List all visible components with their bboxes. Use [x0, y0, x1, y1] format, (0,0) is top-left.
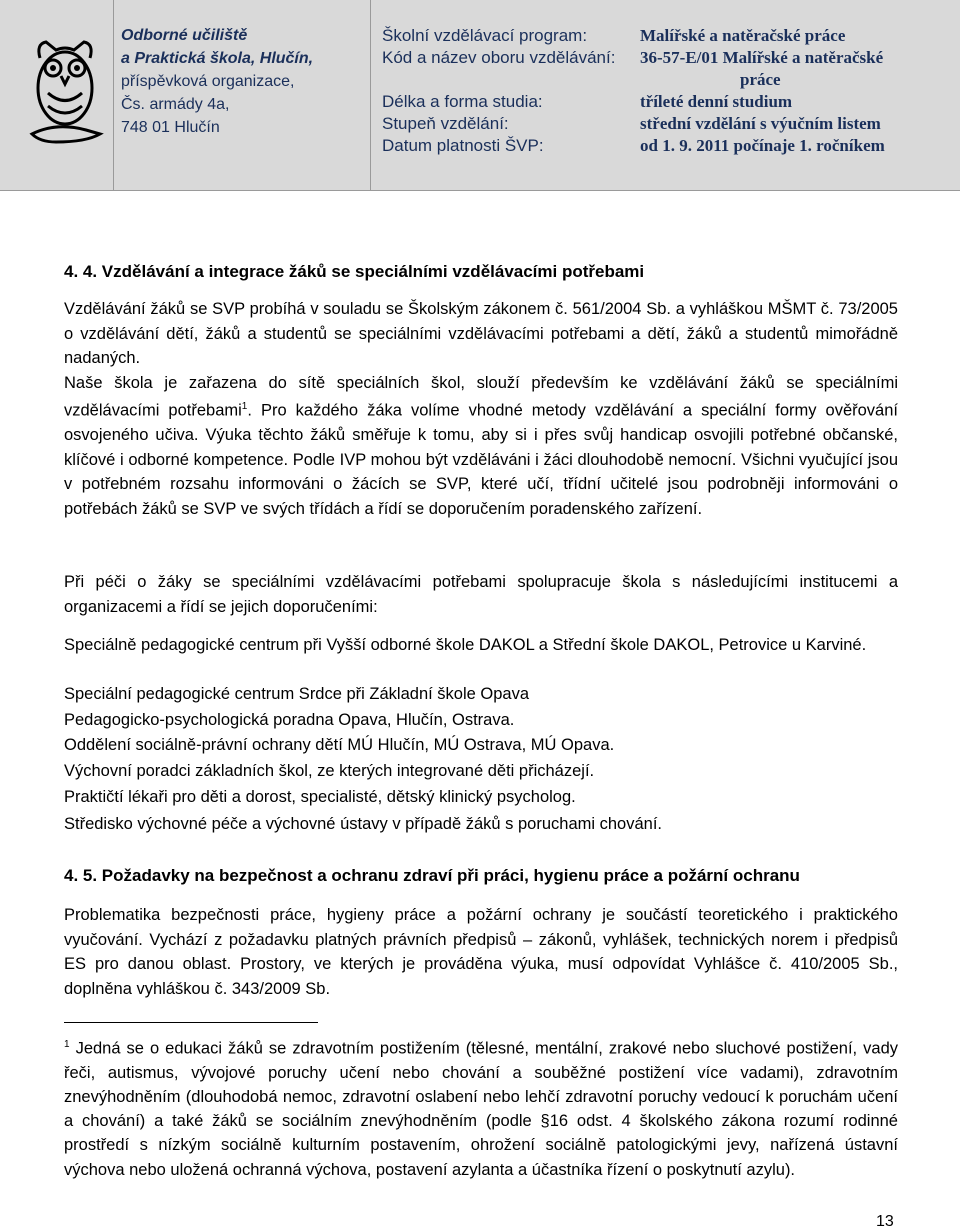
paragraph-text: Naše škola je zařazena do sítě speciálních škol, slouží především ke vzdělávání žáků se speciálními vzdělávacími potřebami — [64, 373, 898, 420]
program-label: Délka a forma studia: — [382, 92, 543, 111]
program-label: Stupeň vzdělání: — [382, 114, 509, 133]
footnote-ref: 1 — [241, 401, 248, 412]
program-value: Malířské a natěračské práce — [640, 26, 846, 45]
program-value: 36-57-E/01 Malířské a natěračské — [640, 48, 884, 67]
program-label: Školní vzdělávací program: — [382, 26, 588, 45]
document-header — [0, 0, 960, 191]
school-line: Čs. armády 4a, — [121, 96, 230, 113]
section-heading: 4. 5. Požadavky na bezpečnost a ochranu zdraví při práci, hygienu práce a požární ochranu — [64, 866, 800, 885]
institution-item: Speciálně pedagogické centrum při Vyšší odborné škole DAKOL a Střední škole DAKOL, Petrovice u Karviné. — [64, 636, 867, 654]
owl-logo-icon — [26, 38, 104, 150]
institution-item: Oddělení sociálně-právní ochrany dětí MÚ Hlučín, MÚ Ostrava, MÚ Opava. — [64, 736, 615, 754]
school-name — [121, 24, 366, 139]
institution-item: Středisko výchovné péče a výchovné ústavy v případě žáků s poruchami chování. — [64, 815, 662, 833]
institution-item: Praktičtí lékaři pro děti a dorost, specialisté, dětský klinický psycholog. — [64, 788, 576, 806]
footnote-mark: 1 — [64, 1039, 70, 1050]
institution-item: Výchovní poradci základních škol, ze kterých integrované děti přicházejí. — [64, 762, 595, 780]
school-line: příspěvková organizace, — [121, 73, 295, 90]
paragraph: Problematika bezpečnosti práce, hygieny práce a požární ochrany je součástí teoretického i praktického vyučování. Vychází z požadavku platných právních předpisů – zákonů, vyhlášek, technických norem i předpisů ES pro danou oblast. Prostory, ve kterých je prováděna výuka, musí odpovídat Vyhlášce č. 410/2005 Sb., doplněna vyhláškou č. 343/2009 Sb. — [64, 906, 898, 998]
school-line: a Praktická škola, Hlučín, — [121, 50, 314, 67]
program-label: Datum platnosti ŠVP: — [382, 136, 544, 155]
institution-item: Speciální pedagogické centrum Srdce při Základní škole Opava — [64, 685, 530, 703]
school-line: Odborné učiliště — [121, 27, 248, 44]
footnote — [64, 1033, 898, 1182]
program-label: Kód a název oboru vzdělávání: — [382, 48, 616, 67]
section-heading: 4. 4. Vzdělávání a integrace žáků se speciálními vzdělávacími potřebami — [64, 262, 645, 281]
paragraph: Při péči o žáky se speciálními vzdělávacími potřebami spolupracuje škola s následujícími institucemi a organizacemi a řídí se jejich doporučeními: — [64, 573, 898, 616]
logo-cell — [0, 0, 114, 190]
header-divider — [370, 0, 371, 190]
footnote-separator — [64, 1022, 318, 1023]
program-value: od 1. 9. 2011 počínaje 1. ročníkem — [640, 136, 885, 155]
institution-item: Pedagogicko-psychologická poradna Opava, Hlučín, Ostrava. — [64, 711, 515, 729]
footnote-text: Jedná se o edukaci žáků se zdravotním postižením (tělesné, mentální, zrakové nebo sluchové postižení, vady řeči, autismus, vývojové poruchy učení nebo chování a souběžné postižení více vadami), zdravotním znevýhodněním (dlouhodobá nemoc, zdravotní oslabení nebo lehčí zdravotní poruchy vedoucí k poruchám učení a chování) a také žáků se sociálním znevýhodněním (podle §16 odst. 4 školského zákona rozumí rodinné prostředí s nízkým sociálně kulturním postavením, ohrožení sociálně patologickými jevy, nařízená ústavní výchova nebo uložená ochranná výchova, postavení azylanta a účastníka řízení o poskytnutí azylu). — [64, 1039, 898, 1179]
page-number: 13 — [876, 1213, 894, 1230]
school-line: 748 01 Hlučín — [121, 119, 220, 136]
program-value: práce — [740, 70, 781, 89]
program-value: střední vzdělání s výučním listem — [640, 114, 881, 133]
paragraph-text: . Pro každého žáka volíme vhodné metody vzdělávání a speciální formy ověřování osvojeného učiva. Výuka těchto žáků směřuje k tomu, aby si i přes svůj handicap osvojili potřebné občanské, klíčové i odborné kompetence. Podle IVP mohou být vzděláváni i žáci dlouhodobě nemocní. Všichni vyučující jsou v potřebném rozsahu informováni o žácích se SVP, které učí, třídní učitelé jsou podrobněji informováni o potřebách žáků se SVP ve svých třídách a řídí se doporučením poradenského zařízení. — [64, 401, 898, 518]
paragraph-text: Vzdělávání žáků se SVP probíhá v souladu se Školským zákonem č. 561/2004 Sb. a vyhláškou MŠMT č. 73/2005 o vzdělávání dětí, žáků a studentů se speciálními vzdělávacími potřebami a dětí, žáků a studentů mimořádně nadaných. — [64, 300, 898, 367]
program-value: tříleté denní studium — [640, 92, 793, 111]
paragraph — [64, 297, 898, 521]
